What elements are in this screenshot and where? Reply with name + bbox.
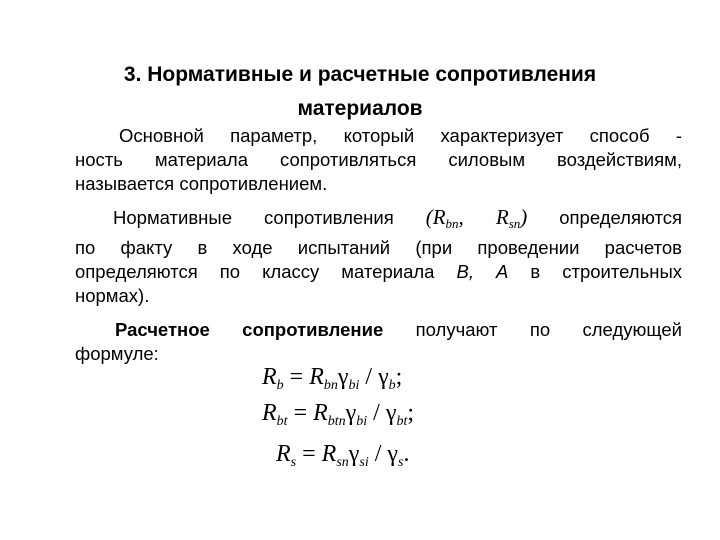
gamma-symbol: γ [337, 364, 349, 390]
formula-sub: s [398, 455, 404, 470]
symbol-r-sub: bn [445, 216, 459, 231]
class-b-symbol: B, [456, 261, 474, 282]
formula-sub: si [359, 455, 369, 470]
paragraph-design [75, 318, 682, 366]
equals-sign: = [289, 364, 304, 390]
gamma-symbol: γ [345, 400, 357, 426]
normative-resistance-symbols: ($R_{bn}$, $R_{sn}$) [425, 205, 528, 231]
paragraph-text: в строительных [530, 261, 683, 282]
formula-sub: bn [323, 378, 338, 393]
formula-symbol: R [262, 400, 277, 426]
equals-sign: = [293, 400, 308, 426]
symbol-r-base: R [495, 205, 509, 229]
symbol-r-sub: sn [508, 216, 521, 231]
paragraph-definition [75, 124, 682, 196]
formula-sub: bt [276, 414, 288, 429]
paragraph-line: ность материала сопротивляться силовым воздействиям, [75, 149, 682, 170]
paragraph-line: нормах). [75, 285, 150, 306]
section-title-line2: материалов [297, 97, 423, 120]
paragraph-text: определяются по классу материала [75, 261, 435, 282]
paragraph-text: Нормативные сопротивления [113, 207, 394, 228]
gamma-symbol: γ [378, 364, 389, 390]
formula-sub: b [388, 378, 396, 393]
gamma-symbol: γ [348, 441, 360, 467]
formula-symbol: R [309, 364, 324, 390]
paragraph-line: формуле: [75, 343, 159, 364]
formula-symbol: R [262, 364, 277, 390]
division-slash: / [373, 400, 380, 426]
paragraph-normative [75, 205, 682, 308]
formula-end: . [403, 441, 410, 467]
formula-rb [262, 364, 402, 394]
formula-sub: bt [396, 414, 408, 429]
class-a-symbol: A [496, 261, 509, 282]
section-title [60, 58, 660, 126]
bold-term: Расчетное сопротивление [115, 319, 384, 340]
formula-end: ; [395, 364, 403, 390]
formula-sub: sn [336, 455, 349, 470]
paragraph-line [75, 260, 682, 284]
paragraph-line [75, 205, 682, 236]
division-slash: / [365, 364, 373, 390]
formula-sub: b [276, 378, 284, 393]
formula-symbol: R [321, 441, 337, 467]
paragraph-text: определяются [559, 207, 682, 228]
formula-rs [276, 441, 409, 471]
section-title-line1: 3. Нормативные и расчетные сопротивления [123, 63, 597, 86]
paragraph-line [75, 318, 682, 342]
formula-end: ; [407, 400, 415, 426]
division-slash: / [374, 441, 382, 467]
formula-symbol: R [313, 400, 328, 426]
paragraph-line: называется сопротивлением. [75, 173, 328, 194]
equals-sign: = [302, 441, 316, 467]
formula-sub: bi [348, 378, 360, 393]
gamma-symbol: γ [385, 400, 397, 426]
formula-sub: btn [327, 414, 346, 429]
formula-symbol: R [276, 441, 291, 467]
formula-sub: s [290, 455, 297, 470]
paragraph-text: получают по следующей [415, 319, 682, 340]
formula-rbt [262, 400, 414, 430]
formula-sub: bi [356, 414, 368, 429]
symbol-r-base: R [432, 205, 446, 229]
paragraph-line: по факту в ходе испытаний (при проведении расчетов [75, 237, 682, 258]
gamma-symbol: γ [387, 441, 399, 467]
paragraph-line: Основной параметр, который характеризует способ - [119, 125, 682, 146]
